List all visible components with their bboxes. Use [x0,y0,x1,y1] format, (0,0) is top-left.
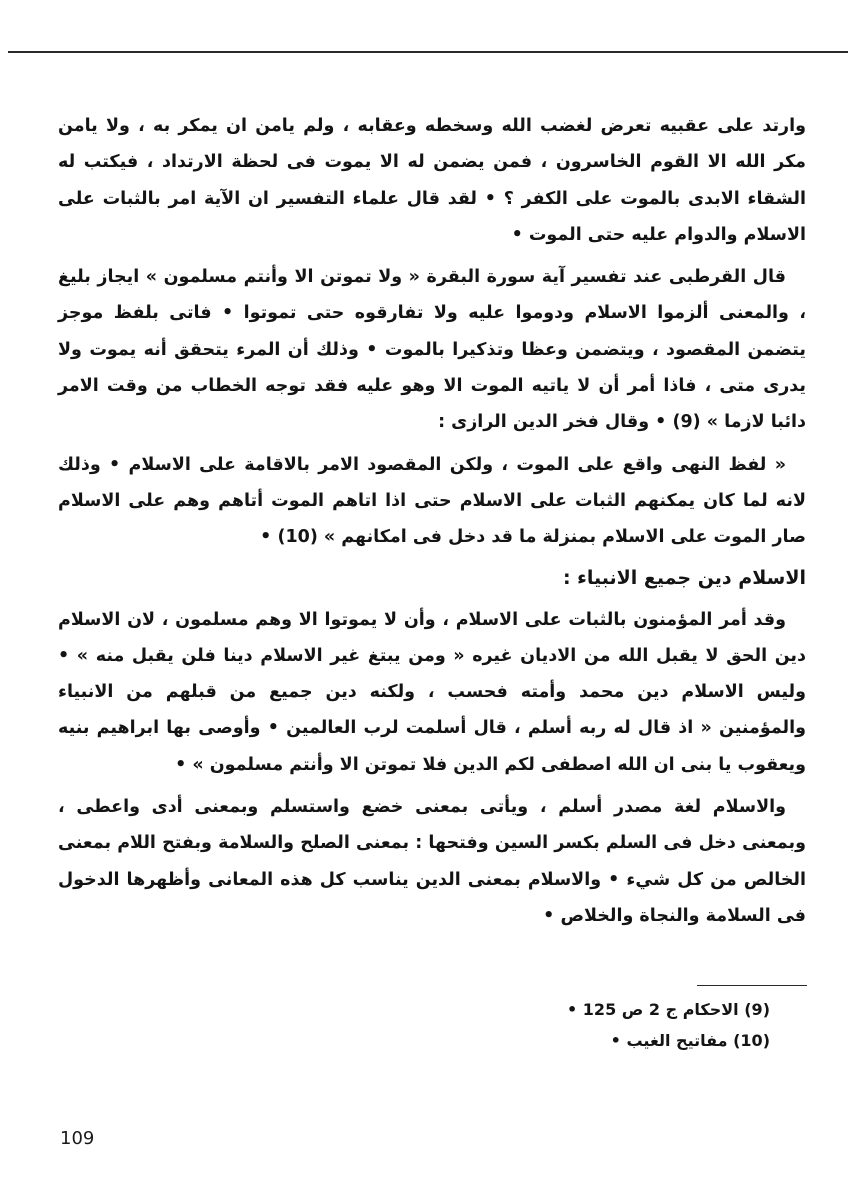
paragraph-razi-quote: « لفظ النهى واقع على الموت ، ولكن المقصود الامر بالاقامة على الاسلام • وذلك لانه لما كان يمكنهم الثبات على الاسلام حتى اذا اتاهم الموت أتاهم وهم على الاسلام صار الموت على الاسلام بمنزلة ما قد دخل فى امكانهم » (10) • [58,454,806,548]
paragraph-islam-meaning: والاسلام لغة مصدر أسلم ، ويأتى بمعنى خضع واستسلم وبمعنى أدى واعطى ، وبمعنى دخل فى السلم بكسر السين وفتحها : بمعنى الصلح والسلامة وبفتح اللام بمعنى الخالص من كل شيء • والاسلام بمعنى الدين يناسب كل هذه المعانى وأظهرها الدخول فى السلامة والنجاة والخلاص • [58,797,806,926]
section-heading: الاسلام دين جميع الانبياء : [562,566,806,589]
header-rule [8,51,848,53]
page-number: 109 [60,1128,95,1149]
body-text [58,108,806,934]
paragraph-qurtubi-quote: قال القرطبى عند تفسير آية سورة البقرة « ولا تموتن الا وأنتم مسلمون » ايجاز بليغ ، والمعنى ألزموا الاسلام ودوموا عليه ولا تفارقوه حتى تموتوا • فاتى بلفظ موجز يتضمن المقصود ، ويتضمن وعظا وتذكيرا بالموت • وذلك أن المرء يتحقق أنه يموت ولا يدرى متى ، فاذا أمر أن لا ياتيه الموت الا وهو عليه فقد توجه الخطاب من وقت الامر دائبا لازما » (9) • وقال فخر الدين الرازى : [58,267,806,433]
footnote-separator [697,985,807,986]
footnote-9: (9) الاحكام ج 2 ص 125 • [567,1000,770,1019]
footnotes [370,994,770,1056]
paragraph-continuation: وارتد على عقبيه تعرض لغضب الله وسخطه وعقابه ، ولم يامن ان يمكر به ، ولا يامن مكر الله الا القوم الخاسرون ، فمن يضمن له الا يموت فى لحظة الارتداد ، فيكتب له الشقاء الابدى بالموت على الكفر ؟ • لقد قال علماء التفسير ان الآية امر بالثبات على الاسلام والدوام عليه حتى الموت • [58,116,806,245]
footnote-10: (10) مفاتيح الغيب • [610,1031,770,1050]
paragraph-islam-religion: وقد أمر المؤمنون بالثبات على الاسلام ، وأن لا يموتوا الا وهم مسلمون ، لان الاسلام دين الحق لا يقبل الله من الاديان غيره « ومن يبتغ غير الاسلام دينا فلن يقبل منه » • وليس الاسلام دين محمد وأمته فحسب ، ولكنه دين جميع من قبلهم من الانبياء والمؤمنين « اذ قال له ربه أسلم ، قال أسلمت لرب العالمين • وأوصى بها ابراهيم بنيه ويعقوب يا بنى ان الله اصطفى لكم الدين فلا تموتن الا وأنتم مسلمون » • [58,609,806,775]
